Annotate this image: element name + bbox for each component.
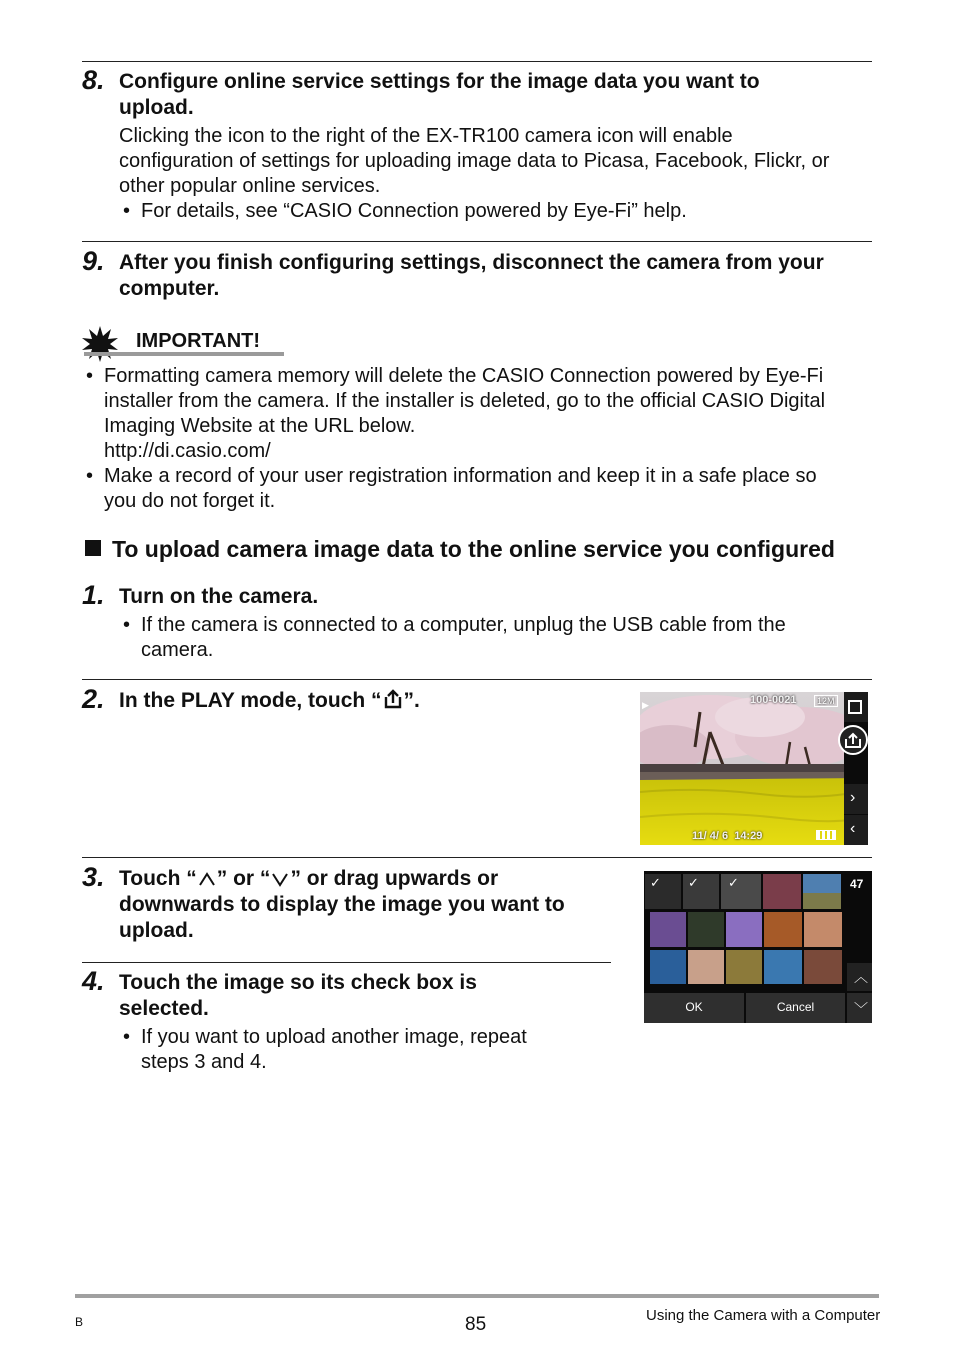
step-8-body-line1: Clicking the icon to the right of the EX-TR100 camera icon will enable bbox=[119, 125, 733, 147]
step-8-bullet-text: For details, see “CASIO Connection powered by Eye-Fi” help. bbox=[141, 200, 687, 222]
image-count: 47 bbox=[850, 877, 864, 891]
upload-step-3-heading-1a: Touch “ bbox=[119, 867, 197, 890]
bullet-dot: • bbox=[86, 365, 94, 387]
footer-language-code: B bbox=[75, 1315, 84, 1329]
divider-upload-step-3 bbox=[82, 857, 872, 858]
image-size-badge: 12M bbox=[814, 695, 838, 707]
footer-bar bbox=[75, 1294, 879, 1298]
previous-arrow-icon[interactable]: ‹ bbox=[850, 820, 856, 837]
upload-step-2-heading-before: In the PLAY mode, touch “ bbox=[119, 689, 382, 712]
bullet-dot: • bbox=[123, 200, 131, 222]
down-caret-icon bbox=[270, 870, 290, 888]
upload-icon bbox=[382, 688, 404, 710]
section-square-icon bbox=[85, 540, 101, 556]
upload-icon bbox=[840, 727, 866, 753]
cancel-button[interactable]: Cancel bbox=[776, 1000, 815, 1014]
checkbox-checked-icon[interactable]: ✓ bbox=[688, 875, 699, 890]
step-number-8: 8. bbox=[82, 65, 105, 95]
upload-step-3-heading-line2: downwards to display the image you want to bbox=[119, 893, 565, 916]
important-b1-line1: Formatting camera memory will delete the CASIO Connection powered by Eye-Fi bbox=[104, 365, 824, 387]
section-title: To upload camera image data to the online service you configured bbox=[112, 536, 835, 562]
important-b2-line1: Make a record of your user registration information and keep it in a safe place so bbox=[104, 465, 817, 487]
upload-step-3-heading-line1 bbox=[119, 866, 498, 892]
screenshot-play-mode bbox=[640, 692, 868, 845]
important-bullet-2 bbox=[86, 464, 817, 514]
important-burst-icon bbox=[82, 326, 118, 362]
footer-chapter-title: Using the Camera with a Computer bbox=[646, 1307, 881, 1324]
important-bullet-1 bbox=[86, 364, 826, 464]
important-b1-line3: Imaging Website at the URL below. bbox=[104, 415, 416, 437]
checkbox-checked-icon[interactable]: ✓ bbox=[728, 875, 739, 890]
upload-button[interactable] bbox=[838, 725, 868, 755]
play-mode-photo bbox=[640, 692, 868, 845]
upload-step-4-bullet-line2: steps 3 and 4. bbox=[141, 1051, 267, 1073]
upload-step-4-bullet-line1: If you want to upload another image, repeat bbox=[141, 1026, 527, 1048]
page-number: 85 bbox=[465, 1314, 487, 1335]
upload-step-number-2: 2. bbox=[82, 684, 105, 714]
bullet-dot: • bbox=[86, 465, 94, 487]
important-b1-line2: installer from the camera. If the installer is deleted, go to the official CASIO Digital bbox=[104, 390, 826, 412]
divider-step-8 bbox=[82, 61, 872, 62]
step-8-bullet bbox=[123, 199, 687, 224]
play-indicator-icon: ▶ bbox=[642, 700, 649, 710]
important-url[interactable]: http://di.casio.com/ bbox=[104, 440, 271, 462]
capture-date: 11/ 4/ 6 14:29 bbox=[692, 830, 763, 842]
step-8-body-line3: other popular online services. bbox=[119, 175, 381, 197]
divider-upload-step-2 bbox=[82, 679, 872, 680]
battery-icon bbox=[816, 830, 836, 840]
step-number-9: 9. bbox=[82, 246, 105, 276]
important-b2-line2: you do not forget it. bbox=[104, 490, 276, 512]
divider-upload-step-4 bbox=[82, 962, 611, 963]
step-8-heading-line2: upload. bbox=[119, 96, 194, 119]
step-8-body-line2: configuration of settings for uploading image data to Picasa, Facebook, Flickr, or bbox=[119, 150, 830, 172]
screenshot-image-select bbox=[644, 871, 872, 1023]
scroll-up-icon[interactable]: ︿ bbox=[854, 969, 868, 985]
bullet-dot: • bbox=[123, 1026, 131, 1048]
next-arrow-icon[interactable]: › bbox=[850, 789, 856, 806]
upload-step-1-bullet bbox=[123, 613, 786, 663]
upload-step-2-heading bbox=[119, 688, 420, 714]
upload-step-1-bullet-line1: If the camera is connected to a computer, unplug the USB cable from the bbox=[141, 614, 786, 636]
divider-step-9 bbox=[82, 241, 872, 242]
important-label: IMPORTANT! bbox=[136, 330, 261, 352]
important-underline bbox=[84, 352, 284, 356]
bullet-dot: • bbox=[123, 614, 131, 636]
zoom-grid-icon[interactable] bbox=[848, 700, 862, 714]
step-9-heading-line2: computer. bbox=[119, 277, 220, 300]
checkbox-checked-icon[interactable]: ✓ bbox=[650, 875, 661, 890]
upload-step-number-3: 3. bbox=[82, 862, 105, 892]
ok-button[interactable]: OK bbox=[685, 1000, 703, 1014]
scroll-down-icon[interactable]: ﹀ bbox=[854, 1001, 868, 1017]
upload-step-3-heading-line3: upload. bbox=[119, 919, 194, 942]
upload-step-1-heading: Turn on the camera. bbox=[119, 585, 319, 608]
step-8-heading-line1: Configure online service settings for the image data you want to bbox=[119, 70, 760, 93]
upload-step-3-heading-1b: ” or “ bbox=[216, 867, 271, 890]
upload-step-3-heading-1c: ” or drag upwards or bbox=[290, 867, 499, 890]
upload-step-1-bullet-line2: camera. bbox=[141, 639, 214, 661]
upload-step-2-heading-after: ”. bbox=[403, 689, 420, 712]
upload-step-4-heading-line1: Touch the image so its check box is bbox=[119, 971, 477, 994]
upload-step-4-heading-line2: selected. bbox=[119, 997, 209, 1020]
upload-step-number-4: 4. bbox=[82, 966, 105, 996]
step-9-heading-line1: After you finish configuring settings, disconnect the camera from your bbox=[119, 251, 824, 274]
up-caret-icon bbox=[197, 870, 217, 888]
upload-step-4-bullet bbox=[123, 1025, 527, 1075]
upload-step-number-1: 1. bbox=[82, 580, 105, 610]
file-number: 100-0021 bbox=[750, 694, 797, 706]
